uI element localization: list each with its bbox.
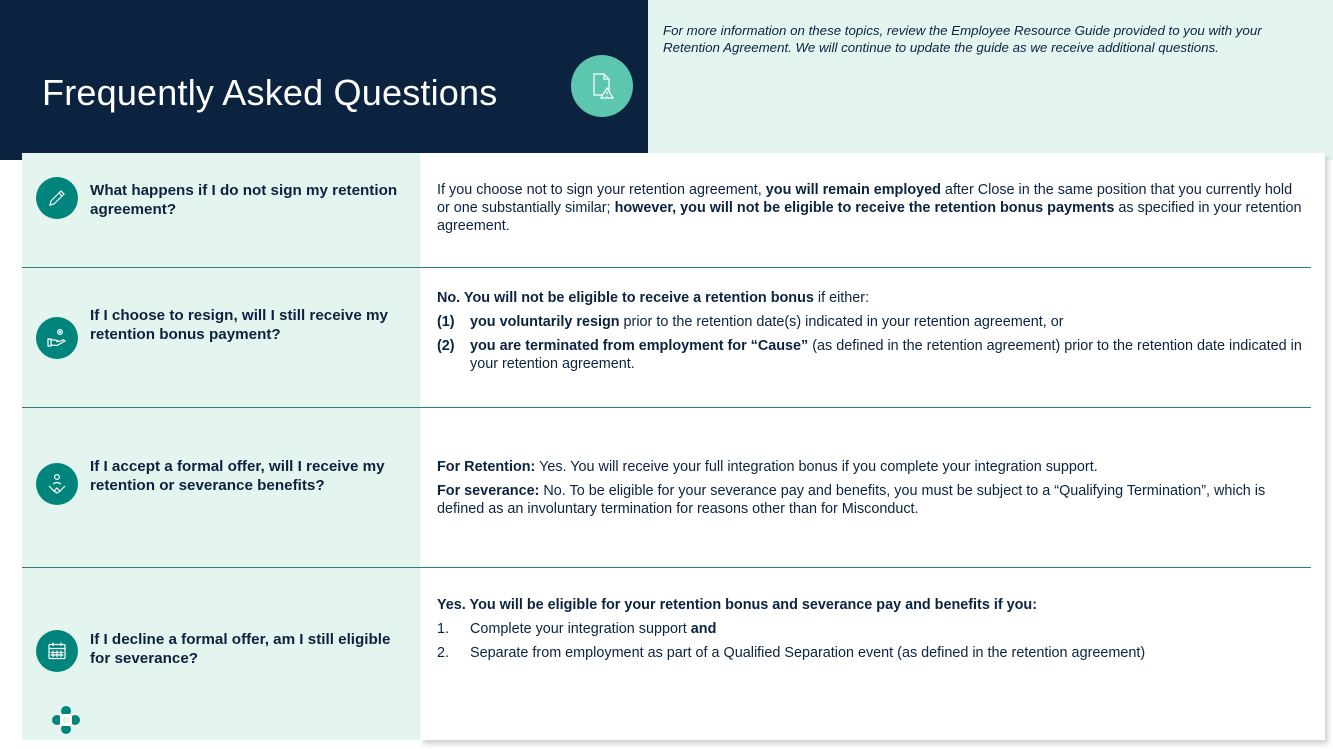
answer-4-item-1-bold: and xyxy=(690,621,717,637)
question-4: If I decline a formal offer, am I still eligible for severance? xyxy=(90,631,391,667)
answer-2-intro-bold: No. You will not be eligible to receive a retention bonus xyxy=(437,290,814,306)
row-divider xyxy=(22,267,1311,268)
answer-4-item-2-text: Separate from employment as part of a Qualified Separation event (as defined in the retention agreement) xyxy=(470,645,1146,661)
question-2: If I choose to resign, will I still receive my retention bonus payment? xyxy=(90,307,388,343)
list-number: (1) xyxy=(437,314,455,330)
answer-4-item-1-text: Complete your integration support xyxy=(470,621,691,637)
answer-1-bold-2: however, you will not be eligible to receive the retention bonus payments xyxy=(614,200,1115,216)
question-1: What happens if I do not sign my retention agreement? xyxy=(90,182,398,218)
calendar-icon xyxy=(36,630,78,672)
row-divider xyxy=(22,567,1311,568)
answer-3-severance-text: No. To be eligible for your severance pay and benefits, you must be subject to a “Qualifying Termination”, which is defined as an involuntary termination for reasons other than for Misconduct. xyxy=(437,483,1266,517)
answer-1-text-2: after Close in the same position that you currently hold or one substantially similar; xyxy=(437,182,1293,216)
answer-2-item-2-bold: you are terminated from employment for “Cause” xyxy=(470,338,809,354)
document-warning-icon xyxy=(571,55,633,117)
person-handshake-icon xyxy=(36,463,78,505)
row-divider xyxy=(22,407,1311,408)
answer-1-text-3: as specified in your retention agreement. xyxy=(437,200,1302,234)
page-title: Frequently Asked Questions xyxy=(42,72,498,113)
answer-1-text-1: If you choose not to sign your retention agreement, xyxy=(437,182,766,198)
answer-4-intro-bold: Yes. You will be eligible for your retention bonus and severance pay and benefits if you: xyxy=(437,597,1038,613)
list-number: 2. xyxy=(437,645,450,661)
answer-3-retention-bold: For Retention: xyxy=(437,459,536,475)
question-3: If I accept a formal offer, will I receive my retention or severance benefits? xyxy=(90,458,385,494)
answer-3-severance-bold: For severance: xyxy=(437,483,540,499)
answer-2-item-2-text: (as defined in the retention agreement) prior to the retention date indicated in your retention agreement. xyxy=(470,338,1302,372)
list-number: (2) xyxy=(437,338,455,354)
pen-icon xyxy=(36,177,78,219)
company-logo-icon xyxy=(52,706,80,734)
answer-1 xyxy=(437,181,1307,241)
info-note: For more information on these topics, review the Employee Resource Guide provided to you with your Retention Agreement. We will continue to update the guide as we receive additional questions. xyxy=(663,23,1262,55)
list-number: 1. xyxy=(437,621,450,637)
answer-2 xyxy=(437,289,1307,379)
hand-coin-icon xyxy=(36,317,78,359)
answer-2-item-1-bold: you voluntarily resign xyxy=(470,314,620,330)
answer-4 xyxy=(437,596,1307,668)
answer-1-bold-1: you will remain employed xyxy=(765,182,941,198)
answer-2-intro-text: if either: xyxy=(813,290,870,306)
answer-3-retention-text: Yes. You will receive your full integration bonus if you complete your integration support. xyxy=(535,459,1098,475)
answer-2-item-1-text: prior to the retention date(s) indicated in your retention agreement, or xyxy=(619,314,1064,330)
answer-3 xyxy=(437,458,1307,524)
